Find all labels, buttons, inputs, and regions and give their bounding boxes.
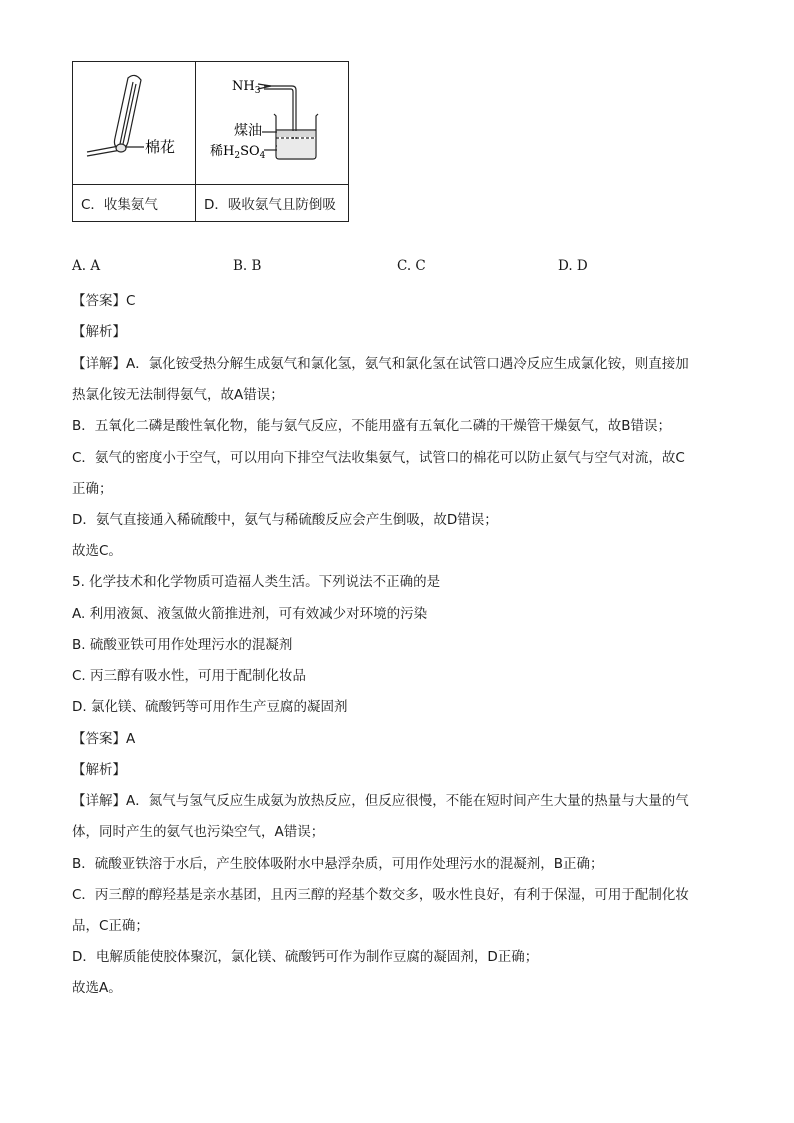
q5-option-d: D. 氯化镁、硫酸钙等可用作生产豆腐的凝固剂: [72, 699, 348, 715]
q4-option-b: B. B: [233, 258, 262, 274]
q5-answer: 【答案】A: [72, 731, 136, 747]
q5-option-b: B. 硫酸亚铁可用作处理污水的混凝剂: [72, 637, 293, 653]
q4-explanation-line: 正确；: [72, 481, 113, 497]
ammonia-absorption-diagram: [196, 62, 348, 180]
q5-stem: 5. 化学技术和化学物质可造福人类生活。下列说法不正确的是: [72, 574, 441, 590]
q4-analysis-heading: 【解析】: [72, 324, 126, 340]
kerosene-layer: [277, 131, 315, 137]
figure-c-cell: [73, 62, 196, 185]
q4-explanation-line: C．氨气的密度小于空气，可以用向下排空气法收集氨气，试管口的棉花可以防止氨气与空气对流，故C: [72, 450, 685, 466]
ammonia-collection-diagram: [73, 62, 195, 180]
caption-c: C．收集氨气: [73, 185, 196, 222]
acid-layer: [277, 139, 315, 158]
q4-answer: 【答案】C: [72, 293, 136, 309]
q5-option-c: C. 丙三醇有吸水性，可用于配制化妆品: [72, 668, 307, 684]
q5-analysis-heading: 【解析】: [72, 762, 126, 778]
q5-option-a: A. 利用液氮、液氢做火箭推进剂，可有效减少对环境的污染: [72, 606, 428, 622]
q4-explanation-line: B．五氧化二磷是酸性氧化物，能与氨气反应，不能用盛有五氧化二磷的干燥管干燥氨气，故B错误；: [72, 418, 672, 434]
q5-explanation-line: C．丙三醇的醇羟基是亲水基团，且丙三醇的羟基个数交多，吸水性良好，有利于保湿，可用于配制化妆: [72, 887, 689, 903]
cotton-label: 棉花: [145, 138, 176, 156]
q4-explanation-line: D．氨气直接通入稀硫酸中，氨气与稀硫酸反应会产生倒吸，故D错误；: [72, 512, 498, 528]
q5-explanation-line: 【详解】A．氮气与氢气反应生成氨为放热反应，但反应很慢，不能在短时间产生大量的热量与大量的气: [72, 793, 689, 809]
cotton-plug: [116, 144, 126, 152]
q4-option-a: A. A: [72, 258, 101, 274]
q4-option-c: C. C: [397, 258, 426, 274]
figure-d-cell: [196, 62, 349, 185]
q5-explanation-line: 体，同时产生的氨气也污染空气，A错误；: [72, 824, 325, 840]
q5-explanation-line: B．硫酸亚铁溶于水后，产生胶体吸附水中悬浮杂质，可用作处理污水的混凝剂，B正确；: [72, 856, 604, 872]
q4-conclusion: 故选C。: [72, 543, 122, 559]
q4-explanation-line: 热氯化铵无法制得氨气，故A错误；: [72, 387, 284, 403]
svg-text:NH3: $NH_3$: [232, 79, 261, 96]
q5-explanation-line: 品，C正确；: [72, 918, 149, 934]
caption-d: D．吸收氨气且防倒吸: [196, 185, 349, 222]
q4-option-d: D. D: [558, 258, 588, 274]
apparatus-figure-table: [72, 61, 349, 222]
q4-explanation-line: 【详解】A．氯化铵受热分解生成氨气和氯化氢，氨气和氯化氢在试管口遇冷反应生成氯化铵，则直接加: [72, 356, 689, 372]
test-tube-outer: [114, 75, 141, 148]
kerosene-label: 煤油: [234, 123, 262, 139]
dilute-h2so4-label: 稀$H_2SO_4$: [210, 144, 266, 161]
q5-explanation-line: D．电解质能使胶体聚沉，氯化镁、硫酸钙可作为制作豆腐的凝固剂，D正确；: [72, 949, 539, 965]
q5-conclusion: 故选A。: [72, 980, 122, 996]
